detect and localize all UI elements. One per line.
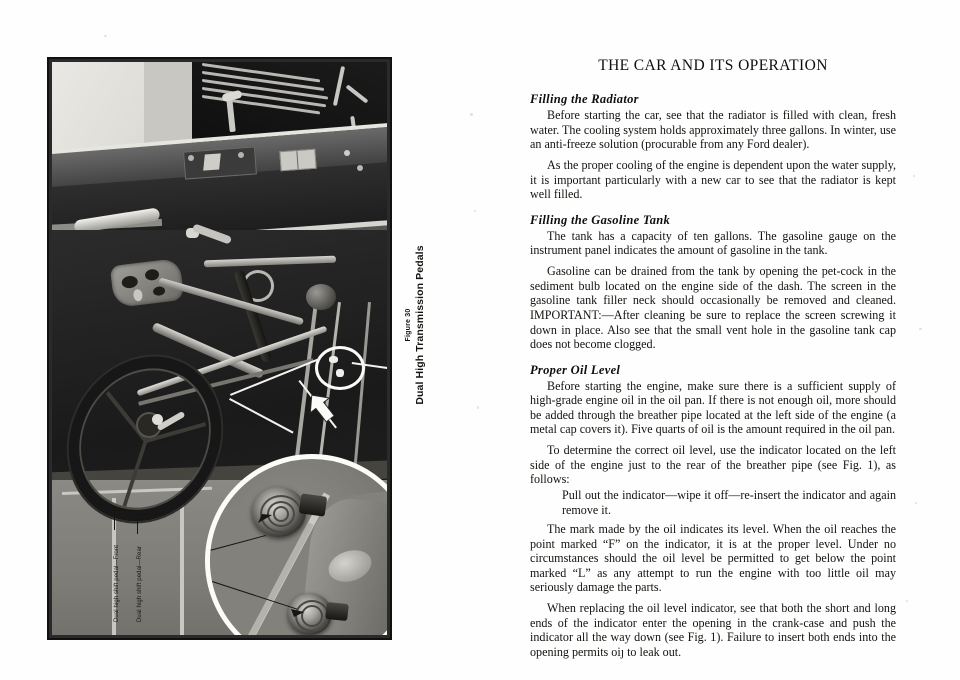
photo-floor-lever-knob <box>152 414 163 425</box>
pedal-marker-circle <box>315 346 365 390</box>
text-column <box>530 57 896 660</box>
photo-instrument-plate <box>183 146 257 179</box>
photo-gear-lever-knob <box>306 284 336 310</box>
photo-floor-seam <box>180 494 184 635</box>
paragraph: To determine the correct oil level, use the indicator located on the left side of the engine just to the rear of the breather pipe (see Fig. 1), as follows: <box>530 443 896 487</box>
paragraph: Before starting the engine, make sure there is a sufficient supply of high-grade engine oil in the oil pan. If there is not enough oil, more should be added through the breather pipe located at the left side of the engine (a metal cap covers it). Five quarts of oil is the amount required in the oil pan. <box>530 378 896 437</box>
photo-label-front-pedal: Dual high shift pedal—Front <box>114 544 120 622</box>
section-heading-filling-the-radiator: Filling the Radiator <box>530 92 639 106</box>
label-leader-rear <box>137 514 159 515</box>
inset-arrowhead-rear <box>290 604 304 618</box>
photo-label-rear-pedal: Dual high shift pedal—Rear <box>137 546 143 622</box>
inset-front-pedal-stem <box>299 493 328 516</box>
photo-ignition-switch <box>203 153 221 170</box>
inset-arrowhead-front <box>258 513 272 527</box>
label-leader-rear <box>137 514 138 534</box>
label-leader-front <box>114 510 138 511</box>
photo-dash-hinge <box>279 149 316 172</box>
page-title: THE CAR AND ITS OPERATION <box>598 57 828 74</box>
inset-rear-pedal-stem <box>325 602 349 621</box>
figure-photograph <box>47 57 392 640</box>
photograph-image <box>52 62 387 635</box>
figure-caption <box>404 240 427 410</box>
figure-number: Figure 30 <box>405 308 412 342</box>
figure-title: Dual High Transmission Pedals <box>414 245 426 405</box>
indented-instruction: Pull out the indicator—wipe it off—re-insert the indicator and again remove it. <box>562 487 896 517</box>
section-heading-proper-oil-level: Proper Oil Level <box>530 362 621 377</box>
paragraph: Before starting the car, see that the radiator is filled with clean, fresh water. The cooling system holds approximately three gallons. In winter, use an anti-freeze solution (procurable from any Ford dealer). <box>530 108 896 152</box>
paragraph: Gasoline can be drained from the tank by opening the pet-cock in the sediment bulb located on the engine side of the dash. The screen in the gasoline tank filler neck should occasionally be removed and cleaned. IMPORTANT:—After cleaning be sure to replace the screen screwing it down in place. Also see that the small vent hole in the gasoline tank cap does not become clogged. <box>530 264 896 352</box>
label-leader-front <box>114 510 115 530</box>
paragraph: As the proper cooling of the engine is dependent upon the water supply, it is important particularly with a new car to see that the radiator is kept well filled. <box>530 158 896 202</box>
paragraph: When replacing the oil level indicator, see that both the short and long ends of the indicator enter the opening in the crank-case and push the indicator all the way down (see Fig. 1). Failure to insert both ends into the opening permits oiȷ to leak out. <box>530 601 896 659</box>
paragraph: The mark made by the oil indicates its level. When the oil reaches the point marked “F” on the indicator, it is at the proper level. Under no circumstances should the oil level be permitted to get below the point marked “L” as any attempt to run the engine with too little oil may seriously damage the parts. <box>530 522 896 595</box>
paragraph: The tank has a capacity of ten gallons. The gasoline gauge on the instrument panel indicates the amount of gasoline in the tank. <box>530 228 896 258</box>
section-heading-filling-the-gasoline-tank: Filling the Gasoline Tank <box>530 212 671 227</box>
